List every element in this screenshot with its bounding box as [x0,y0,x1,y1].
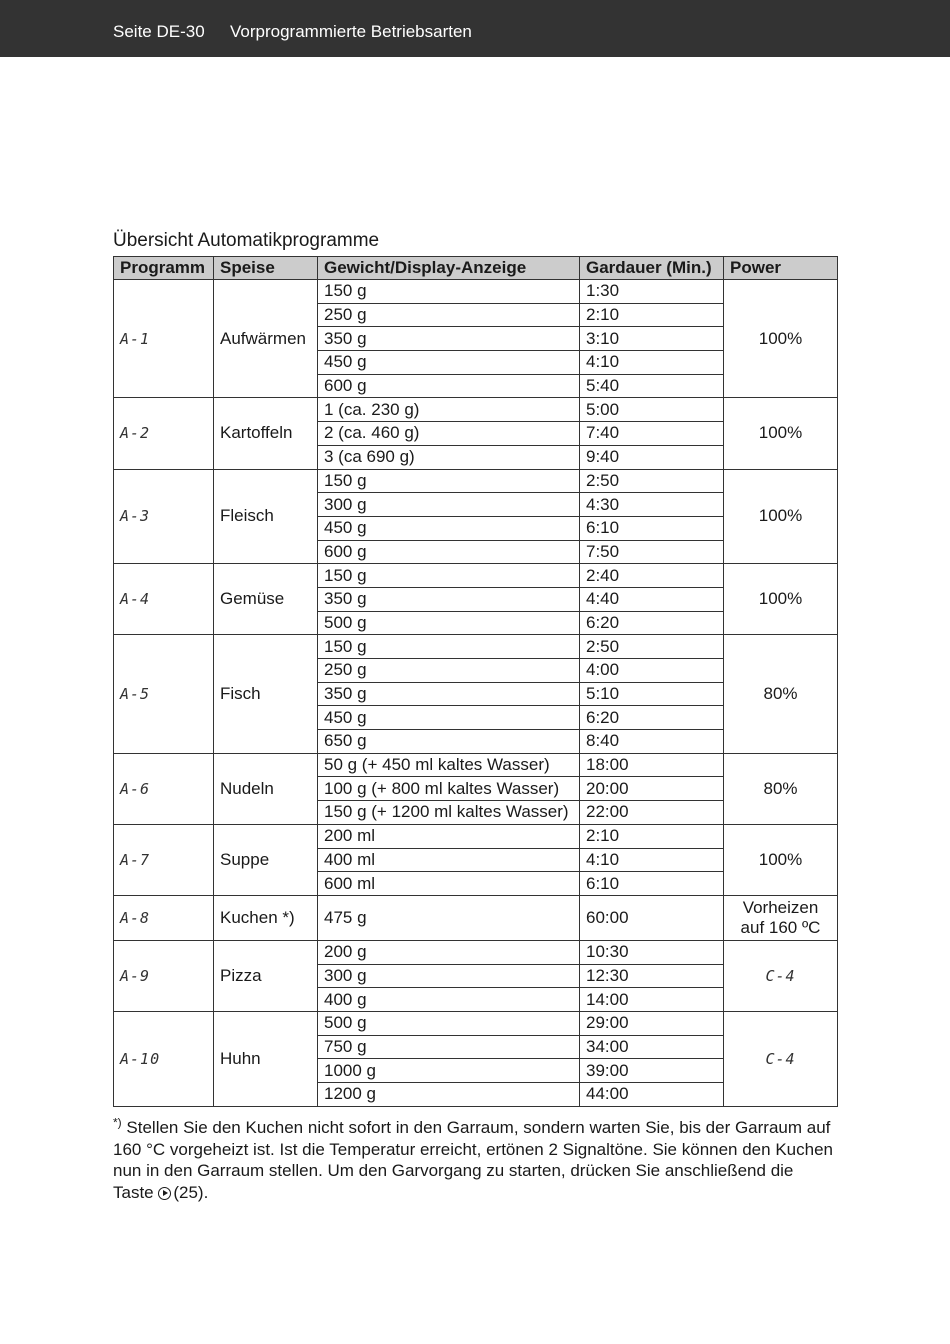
duration-cell: 5:40 [580,374,724,398]
program-code: A-8 [120,908,151,927]
power-code: C-4 [765,966,796,985]
table-row [114,469,838,493]
duration-cell: 12:30 [580,964,724,988]
program-code: A-7 [120,850,151,869]
footnote-text: Stellen Sie den Kuchen nicht sofort in den Garraum, sondern warten Sie, bis der Garraum auf 160 °C vorgeheizt ist. Ist die Temperatur erreicht, ertönen 2 Signaltöne. Sie können den Kuchen nun in den Garraum stellen. Um den Garvorgang zu starten, drücken Sie anschließend die Taste [113,1118,833,1202]
program-code-cell [114,469,214,564]
program-code-cell [114,564,214,635]
power-cell: 100% [724,280,838,398]
power-cell [724,940,838,1011]
footnote-marker: *) [113,1115,122,1130]
weight-cell: 450 g [318,706,580,730]
program-code-cell [114,824,214,895]
duration-cell: 5:00 [580,398,724,422]
program-code-cell [114,1011,214,1106]
program-code: A-10 [120,1049,161,1068]
table-row [114,398,838,422]
duration-cell: 6:10 [580,872,724,896]
weight-cell: 100 g (+ 800 ml kaltes Wasser) [318,777,580,801]
weight-cell: 2 (ca. 460 g) [318,422,580,446]
weight-cell: 600 g [318,540,580,564]
weight-cell: 150 g [318,280,580,304]
weight-cell: 400 ml [318,848,580,872]
weight-cell: 50 g (+ 450 ml kaltes Wasser) [318,753,580,777]
duration-cell: 60:00 [580,895,724,940]
weight-cell: 150 g (+ 1200 ml kaltes Wasser) [318,801,580,825]
power-cell: 80% [724,753,838,824]
duration-cell: 7:40 [580,422,724,446]
duration-cell: 7:50 [580,540,724,564]
table-row [114,635,838,659]
table-row [114,564,838,588]
duration-cell: 34:00 [580,1035,724,1059]
power-line-1: Vorheizen [742,897,819,917]
weight-cell: 1 (ca. 230 g) [318,398,580,422]
duration-cell: 1:30 [580,280,724,304]
program-code: A-3 [120,507,151,526]
food-name: Kuchen *) [214,895,318,940]
food-name: Nudeln [214,753,318,824]
table-row [114,895,838,940]
program-code-cell [114,398,214,469]
weight-cell: 250 g [318,303,580,327]
duration-cell: 14:00 [580,988,724,1012]
duration-cell: 2:10 [580,303,724,327]
duration-cell: 9:40 [580,445,724,469]
program-code: A-4 [120,590,151,609]
weight-cell: 1000 g [318,1059,580,1083]
power-cell [724,1011,838,1106]
footnote [113,1117,837,1203]
food-name: Pizza [214,940,318,1011]
weight-cell: 250 g [318,659,580,683]
chapter-title: Vorprogrammierte Betriebsarten [230,22,472,41]
weight-cell: 600 g [318,374,580,398]
table-row [114,753,838,777]
duration-cell: 4:10 [580,848,724,872]
program-table-body [114,280,838,1107]
header-power: Power [724,257,838,280]
power-cell [724,895,838,940]
footnote-button-ref: (25). [173,1182,209,1202]
weight-cell: 300 g [318,493,580,517]
duration-cell: 18:00 [580,753,724,777]
page-number: Seite DE-30 [113,22,205,41]
power-cell: 100% [724,469,838,564]
weight-cell: 450 g [318,516,580,540]
table-title: Übersicht Automatikprogramme [113,230,380,251]
table-header-row [114,257,838,280]
weight-cell: 3 (ca 690 g) [318,445,580,469]
program-code-cell [114,635,214,753]
weight-cell: 450 g [318,351,580,375]
header-programm: Programm [114,257,214,280]
power-cell: 80% [724,635,838,753]
duration-cell: 2:40 [580,564,724,588]
duration-cell: 22:00 [580,801,724,825]
table-row [114,1011,838,1035]
weight-cell: 350 g [318,327,580,351]
table-row [114,940,838,964]
power-cell: 100% [724,824,838,895]
duration-cell: 2:50 [580,635,724,659]
duration-cell: 6:10 [580,516,724,540]
table-row [114,280,838,304]
food-name: Aufwärmen [214,280,318,398]
header-gardauer: Gardauer (Min.) [580,257,724,280]
food-name: Fleisch [214,469,318,564]
weight-cell: 150 g [318,469,580,493]
header-gewicht: Gewicht/Display-Anzeige [318,257,580,280]
program-code-cell [114,280,214,398]
food-name: Suppe [214,824,318,895]
weight-cell: 350 g [318,682,580,706]
duration-cell: 10:30 [580,940,724,964]
program-code: A-6 [120,779,151,798]
program-code: A-2 [120,424,151,443]
duration-cell: 5:10 [580,682,724,706]
duration-cell: 2:50 [580,469,724,493]
program-table [113,256,838,1107]
duration-cell: 44:00 [580,1083,724,1107]
duration-cell: 4:40 [580,587,724,611]
program-code-cell [114,895,214,940]
food-name: Gemüse [214,564,318,635]
program-code-cell [114,753,214,824]
duration-cell: 4:00 [580,659,724,683]
duration-cell: 20:00 [580,777,724,801]
weight-cell: 500 g [318,611,580,635]
weight-cell: 300 g [318,964,580,988]
weight-cell: 350 g [318,587,580,611]
power-code: C-4 [765,1049,796,1068]
duration-cell: 29:00 [580,1011,724,1035]
program-code: A-5 [120,685,151,704]
duration-cell: 8:40 [580,730,724,754]
weight-cell: 200 g [318,940,580,964]
power-line-2: auf 160 ºC [740,917,821,937]
duration-cell: 4:30 [580,493,724,517]
weight-cell: 400 g [318,988,580,1012]
duration-cell: 4:10 [580,351,724,375]
weight-cell: 600 ml [318,872,580,896]
duration-cell: 6:20 [580,611,724,635]
food-name: Kartoffeln [214,398,318,469]
weight-cell: 200 ml [318,824,580,848]
weight-cell: 1200 g [318,1083,580,1107]
program-code-cell [114,940,214,1011]
header-speise: Speise [214,257,318,280]
program-code: A-9 [120,966,151,985]
food-name: Fisch [214,635,318,753]
duration-cell: 2:10 [580,824,724,848]
weight-cell: 650 g [318,730,580,754]
weight-cell: 150 g [318,564,580,588]
table-row [114,824,838,848]
weight-cell: 750 g [318,1035,580,1059]
page-header [0,0,950,57]
duration-cell: 39:00 [580,1059,724,1083]
power-cell: 100% [724,398,838,469]
program-code: A-1 [120,329,151,348]
weight-cell: 500 g [318,1011,580,1035]
weight-cell: 475 g [318,895,580,940]
start-play-icon [158,1187,171,1200]
duration-cell: 3:10 [580,327,724,351]
food-name: Huhn [214,1011,318,1106]
power-cell: 100% [724,564,838,635]
weight-cell: 150 g [318,635,580,659]
duration-cell: 6:20 [580,706,724,730]
